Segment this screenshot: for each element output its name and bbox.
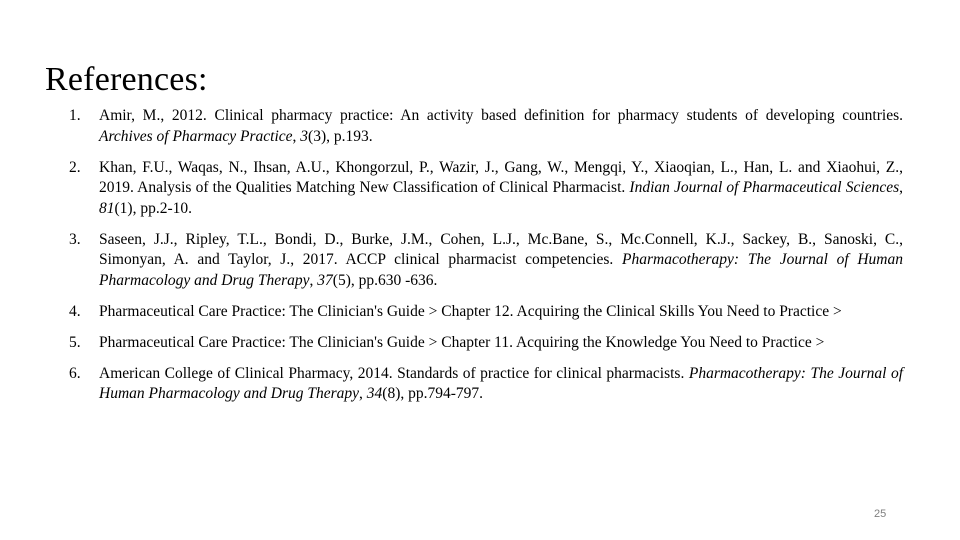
reference-text: American College of Clinical Pharmacy, 2014. Standards of practice for clinical pharmacists. Pharmacotherapy: The Journal of Human Pharmacology and Drug Therapy, 34(8), pp.794-797. — [99, 364, 904, 402]
reference-volume: 81 — [99, 199, 115, 217]
reference-number: 4. — [69, 302, 81, 320]
reference-authors-title: Saseen, J.J., Ripley, T.L., Bondi, D., Burke, J.M., Cohen, L.J., Mc.Bane, S., Mc.Connell, K.J., Sackey, B., Sanoski, C., Simonyan, A. and Taylor, J., 2017. ACCP clinical pharmacist competencies. — [99, 230, 903, 268]
reference-issue-pages: (8), pp.794-797. — [382, 385, 484, 402]
reference-text: Pharmaceutical Care Practice: The Clinician's Guide > Chapter 12. Acquiring the Clinical Skills You Need to Practice > — [99, 302, 842, 320]
reference-text: Amir, M., 2012. Clinical pharmacy practice: An activity based definition for pharmacy students of developing countries. Archives of Pharmacy Practice, 3(3), p.193. — [99, 107, 903, 145]
reference-item — [69, 158, 903, 220]
reference-number: 1. — [69, 107, 81, 124]
reference-list — [69, 106, 903, 415]
reference-number: 2. — [69, 158, 81, 176]
reference-issue-pages: (5), pp.630 -636. — [332, 271, 438, 289]
reference-text: Pharmaceutical Care Practice: The Clinician's Guide > Chapter 11. Acquiring the Knowledge You Need to Practice > — [99, 333, 825, 351]
reference-item — [69, 230, 903, 292]
reference-journal: Archives of Pharmacy Practice — [99, 127, 293, 145]
reference-volume: 3 — [300, 127, 309, 145]
reference-text: Saseen, J.J., Ripley, T.L., Bondi, D., Burke, J.M., Cohen, L.J., Mc.Bane, S., Mc.Connell, K.J., Sackey, B., Sanoski, C., Simonyan, A. and Taylor, J., 2017. ACCP clinical pharmacist competencies. Pharmacotherapy: The Journal of Human Pharmacology and Drug Therapy, 37(5), pp.630 -636. — [99, 230, 903, 289]
reference-volume: 37 — [317, 271, 333, 289]
reference-issue-pages: (3), p.193. — [308, 127, 373, 145]
reference-item — [69, 364, 903, 405]
page-title: References: — [45, 60, 208, 98]
reference-text: Khan, F.U., Waqas, N., Ihsan, A.U., Khongorzul, P., Wazir, J., Gang, W., Mengqi, Y., Xiaoqian, L., Han, L. and Xiaohui, Z., 2019. Analysis of the Qualities Matching New Classification of Clinical Pharmacist. Indian Journal of Pharmaceutical Sciences, 81(1), pp.2-10. — [99, 158, 903, 217]
page-number: 25 — [874, 508, 887, 520]
reference-number: 3. — [69, 230, 81, 248]
reference-journal: Indian Journal of Pharmaceutical Sciences — [629, 179, 900, 196]
reference-volume: 34 — [366, 385, 383, 402]
reference-item — [69, 302, 903, 323]
reference-number: 5. — [69, 333, 81, 351]
reference-authors-title: American College of Clinical Pharmacy, 2014. Standards of practice for clinical pharmacists. — [99, 364, 685, 382]
reference-item — [69, 333, 903, 354]
reference-item — [69, 106, 903, 147]
reference-authors-title: Amir, M., 2012. Clinical pharmacy practice: An activity based definition for pharmacy students of developing countries. — [99, 107, 903, 124]
reference-number: 6. — [69, 364, 81, 382]
reference-journal: Pharmacotherapy: The Journal of Human Pharmacology and Drug Therapy — [99, 251, 903, 289]
reference-issue-pages: (1), pp.2-10. — [114, 199, 192, 217]
reference-authors-title: Khan, F.U., Waqas, N., Ihsan, A.U., Khongorzul, P., Wazir, J., Gang, W., Mengqi, Y., Xiaoqian, L., Han, L. and Xiaohui, Z., 2019. Analysis of the Qualities Matching New Classification of Clinical Pharmacist. — [99, 158, 903, 196]
reference-journal: Pharmacotherapy: The Journal of Human Pharmacology and Drug Therapy — [99, 364, 904, 402]
